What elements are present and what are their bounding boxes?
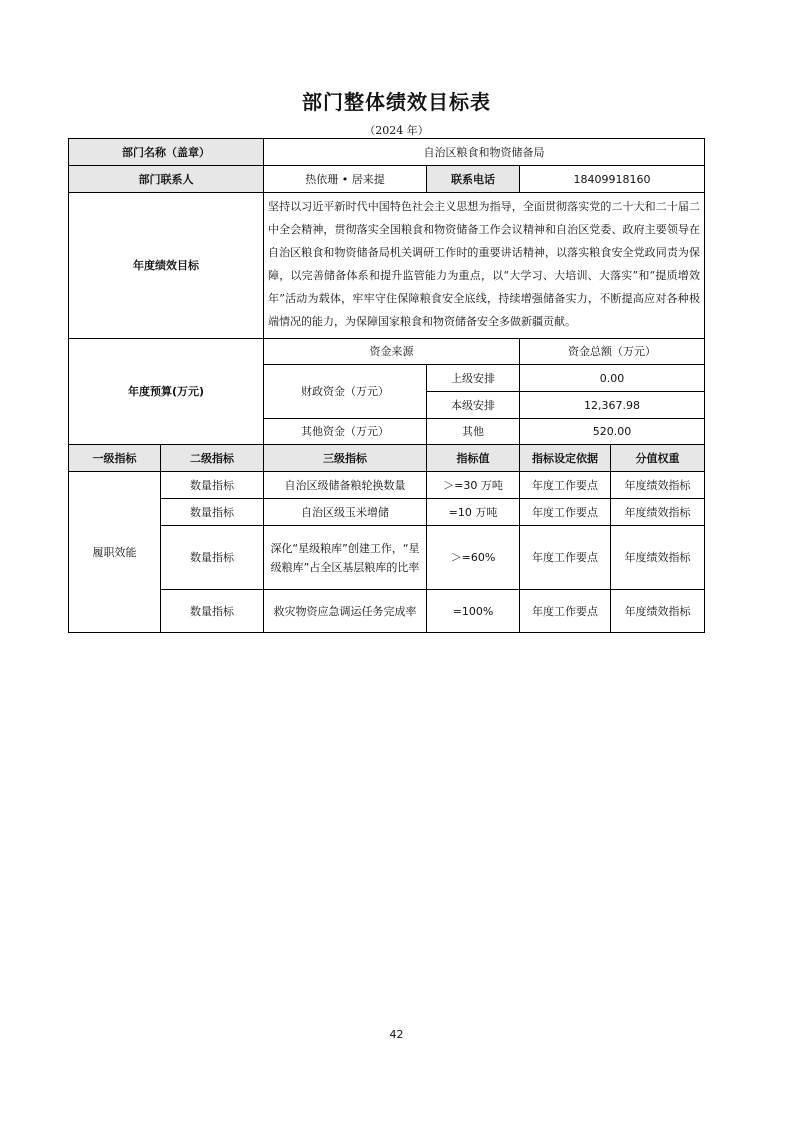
table-row [69, 472, 705, 499]
header-basis: 指标设定依据 [520, 445, 611, 472]
phone-label: 联系电话 [427, 166, 520, 193]
level2-indicator: 数量指标 [161, 526, 264, 590]
indicator-weight: 年度绩效指标 [611, 526, 705, 590]
table-row [69, 526, 705, 590]
indicator-basis: 年度工作要点 [520, 472, 611, 499]
indicator-basis: 年度工作要点 [520, 499, 611, 526]
goal-text: 坚持以习近平新时代中国特色社会主义思想为指导，全面贯彻落实党的二十大和二十届二中全会精神，贯彻落实全国粮食和物资储备工作会议精神和自治区党委、政府主要领导在自治区粮食和物资储备局机关调研工作时的重要讲话精神，以落实粮食安全党政同责为保障，以完善储备体系和提升监管能力为重点，以“大学习、大培训、大落实”和“提质增效年”活动为载体，牢牢守住保障粮食安全底线，持续增强储备实力，不断提高应对各种极端情况的能力，为保障国家粮食和物资储备安全多做新疆贡献。 [264, 193, 705, 339]
level1-indicator: 履职效能 [69, 472, 161, 633]
indicator-value: ＞=30 万吨 [427, 472, 520, 499]
header-level3: 三级指标 [264, 445, 427, 472]
budget-total-header: 资金总额（万元） [520, 339, 705, 365]
other-funds-value: 520.00 [520, 419, 705, 445]
goal-row [69, 193, 705, 339]
level2-indicator: 数量指标 [161, 499, 264, 526]
level3-indicator: 自治区级玉米增储 [264, 499, 427, 526]
indicator-value: ＞=60% [427, 526, 520, 590]
performance-table [68, 138, 705, 633]
budget-source-header: 资金来源 [264, 339, 520, 365]
phone-value: 18409918160 [520, 166, 705, 193]
dept-name-label: 部门名称（盖章） [69, 139, 264, 166]
fiscal-funds-label: 财政资金（万元） [264, 365, 427, 419]
dept-name-row [69, 139, 705, 166]
level3-indicator: 救灾物资应急调运任务完成率 [264, 590, 427, 633]
indicator-basis: 年度工作要点 [520, 590, 611, 633]
header-level1: 一级指标 [69, 445, 161, 472]
header-level2: 二级指标 [161, 445, 264, 472]
contact-value: 热依珊 • 居来提 [264, 166, 427, 193]
header-value: 指标值 [427, 445, 520, 472]
upper-allocation-label: 上级安排 [427, 365, 520, 392]
indicator-header-row [69, 445, 705, 472]
dept-name-value: 自治区粮食和物资储备局 [264, 139, 705, 166]
indicator-value: =10 万吨 [427, 499, 520, 526]
other-sub-label: 其他 [427, 419, 520, 445]
indicator-basis: 年度工作要点 [520, 526, 611, 590]
table-row [69, 590, 705, 633]
level2-indicator: 数量指标 [161, 590, 264, 633]
page-title: 部门整体绩效目标表 [302, 90, 491, 114]
header-weight: 分值权重 [611, 445, 705, 472]
goal-label: 年度绩效目标 [69, 193, 264, 339]
page-number: 42 [389, 1028, 404, 1041]
budget-header-row [69, 339, 705, 365]
level3-indicator: 深化“星级粮库”创建工作，“星级粮库”占全区基层粮库的比率 [264, 526, 427, 590]
indicator-weight: 年度绩效指标 [611, 472, 705, 499]
budget-label: 年度预算(万元) [69, 339, 264, 445]
indicator-value: =100% [427, 590, 520, 633]
year-label: （2024 年） [364, 124, 429, 137]
indicator-weight: 年度绩效指标 [611, 590, 705, 633]
level2-indicator: 数量指标 [161, 472, 264, 499]
table-row [69, 499, 705, 526]
local-allocation-value: 12,367.98 [520, 392, 705, 419]
contact-row [69, 166, 705, 193]
level3-indicator: 自治区级储备粮轮换数量 [264, 472, 427, 499]
local-allocation-label: 本级安排 [427, 392, 520, 419]
other-funds-label: 其他资金（万元） [264, 419, 427, 445]
contact-label: 部门联系人 [69, 166, 264, 193]
indicator-weight: 年度绩效指标 [611, 499, 705, 526]
upper-allocation-value: 0.00 [520, 365, 705, 392]
